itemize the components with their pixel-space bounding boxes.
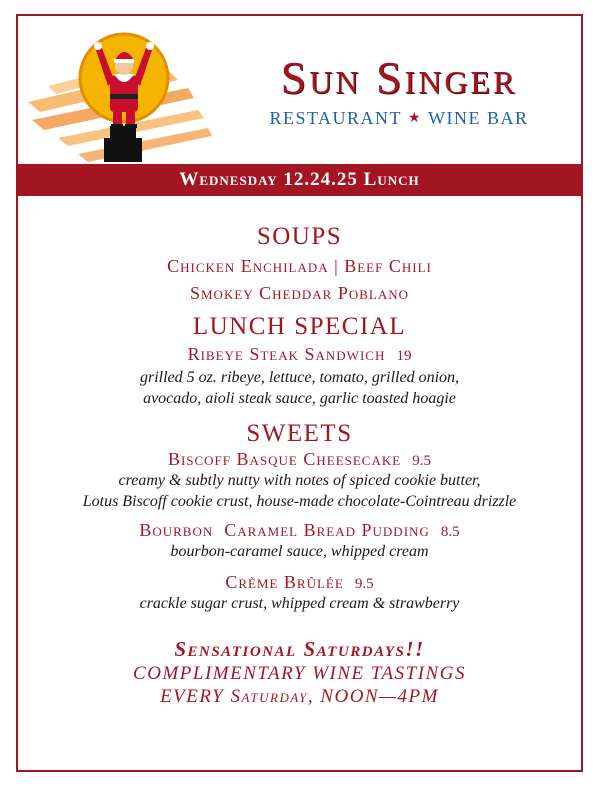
- promo-line-2: EVERY Saturday, NOON—4PM: [160, 686, 439, 707]
- menu-item-name: Bourbon Caramel Bread Pudding: [139, 520, 430, 540]
- sweets-title: SWEETS: [246, 420, 353, 447]
- menu-item-desc-2: Lotus Biscoff cookie crust, house-made chocolate-Cointreau drizzle: [82, 493, 517, 510]
- promo-headline: Sensational Saturdays!!: [174, 637, 425, 661]
- menu-item-price: 19: [396, 348, 412, 364]
- sun-santa-logo: [18, 16, 233, 164]
- subtitle-wine-bar: WINE BAR: [428, 108, 529, 128]
- menu-item-desc-1: crackle sugar crust, whipped cream & strawberry: [139, 595, 460, 612]
- soup-line-2: Smokey Cheddar Poblano: [189, 283, 410, 303]
- menu-item-desc-1: bourbon-caramel sauce, whipped cream: [170, 543, 429, 560]
- menu-item-name: Biscoff Basque Cheesecake: [167, 449, 402, 469]
- promo-line-1: COMPLIMENTARY WINE TASTINGS: [133, 663, 466, 684]
- brand-subtitle: [223, 108, 575, 129]
- menu-frame: [16, 14, 583, 772]
- menu-item-desc-2: avocado, aioli steak sauce, garlic toasted hoagie: [143, 390, 456, 407]
- menu-item-name: Ribeye Steak Sandwich: [187, 344, 386, 364]
- soups-section: [18, 222, 581, 304]
- sweet-item: [18, 520, 581, 541]
- brand-block: [223, 52, 575, 129]
- menu-item-price: 8.5: [440, 524, 460, 540]
- sweets-section: [18, 419, 581, 614]
- lunch-special-section: [18, 312, 581, 409]
- menu-body: [18, 222, 581, 708]
- menu-item-name: Crème Brûlée: [225, 572, 344, 592]
- sweet-item: [18, 449, 581, 470]
- soups-title: SOUPS: [256, 223, 343, 250]
- restaurant-name: Sun Singer: [280, 52, 518, 103]
- lunch-special-title: LUNCH SPECIAL: [192, 313, 407, 340]
- menu-item-desc-1: creamy & subtly nutty with notes of spiced cookie butter,: [118, 472, 481, 489]
- date-banner: Wednesday 12.24.25 Lunch: [18, 164, 581, 196]
- star-icon: ★: [408, 111, 423, 126]
- menu-item-desc-1: grilled 5 oz. ribeye, lettuce, tomato, grilled onion,: [139, 369, 460, 386]
- menu-item-price: 9.5: [412, 453, 432, 469]
- sweet-item: [18, 572, 581, 593]
- subtitle-restaurant: RESTAURANT: [269, 108, 402, 128]
- lunch-special-item: [18, 344, 581, 365]
- menu-item-price: 9.5: [354, 576, 374, 592]
- promo-block: [18, 636, 581, 708]
- header: [18, 16, 581, 164]
- soup-line-1: Chicken Enchilada | Beef Chili: [167, 256, 432, 276]
